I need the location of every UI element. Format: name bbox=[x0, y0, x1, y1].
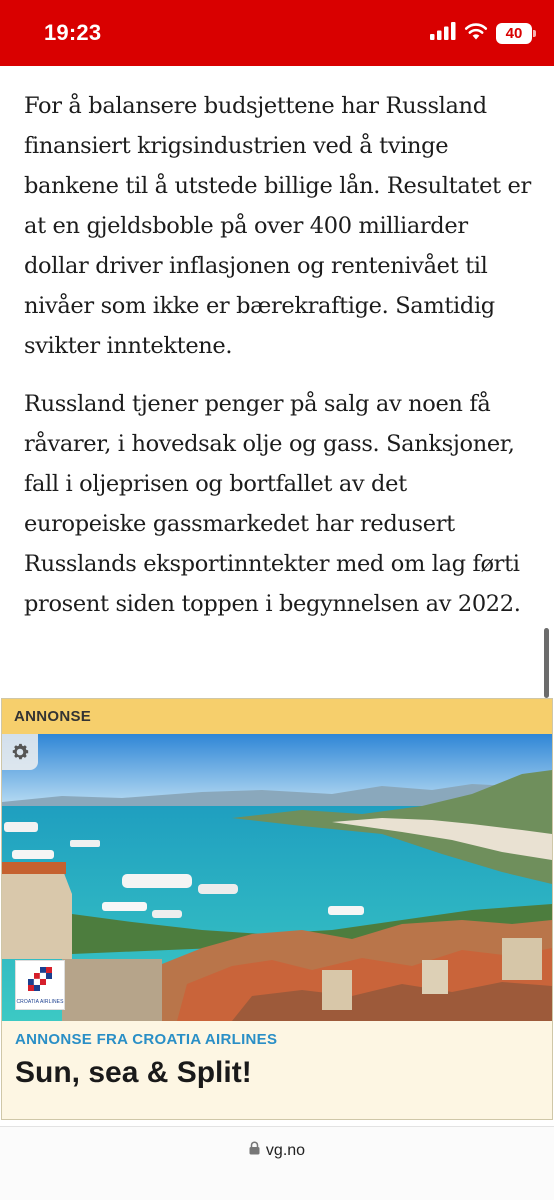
ad-headline[interactable]: Sun, sea & Split! bbox=[15, 1056, 252, 1089]
status-time: 19:23 bbox=[44, 20, 102, 45]
ad-label: ANNONSE bbox=[2, 699, 552, 734]
logo-text: CROATIA AIRLINES bbox=[16, 999, 64, 1005]
advertisement[interactable] bbox=[1, 698, 553, 1120]
checkerboard-logo-icon bbox=[24, 965, 56, 997]
cellular-signal-icon bbox=[430, 22, 456, 45]
status-icons bbox=[430, 22, 532, 45]
split-harbor-photo bbox=[2, 734, 552, 1021]
browser-url-bar[interactable] bbox=[0, 1126, 554, 1200]
gear-icon bbox=[9, 741, 31, 763]
battery-level: 40 bbox=[505, 25, 523, 42]
url-display[interactable] bbox=[0, 1141, 554, 1160]
ad-settings-button[interactable] bbox=[2, 734, 38, 770]
battery-icon bbox=[496, 23, 532, 44]
url-text: vg.no bbox=[265, 1141, 306, 1159]
ad-image[interactable] bbox=[2, 734, 552, 1021]
scroll-indicator[interactable] bbox=[544, 628, 549, 698]
lock-icon bbox=[249, 1141, 260, 1160]
ad-sponsor[interactable]: ANNONSE FRA CROATIA AIRLINES bbox=[15, 1031, 278, 1048]
article-paragraph: For å balansere budsjettene har Russland finansiert krigsindustrien ved å tvinge bankene til å utstede billige lån. Resultatet er at en gjeldsboble på over 400 milliarder dollar driver inflasjonen og rentenivået til nivåer som ikke er bærekraftige. Samtidig svikter inntektene. bbox=[24, 93, 531, 359]
article-paragraph: Russland tjener penger på salg av noen få råvarer, i hovedsak olje og gass. Sanksjoner, fall i oljeprisen og bortfallet av det europeiske gassmarkedet har redusert Russlands eksportinntekter med om lag førti prosent siden toppen i begynnelsen av 2022. bbox=[24, 391, 521, 617]
status-bar bbox=[0, 0, 554, 66]
croatia-airlines-logo bbox=[15, 960, 65, 1010]
wifi-icon bbox=[464, 22, 488, 45]
article-body bbox=[24, 86, 534, 624]
